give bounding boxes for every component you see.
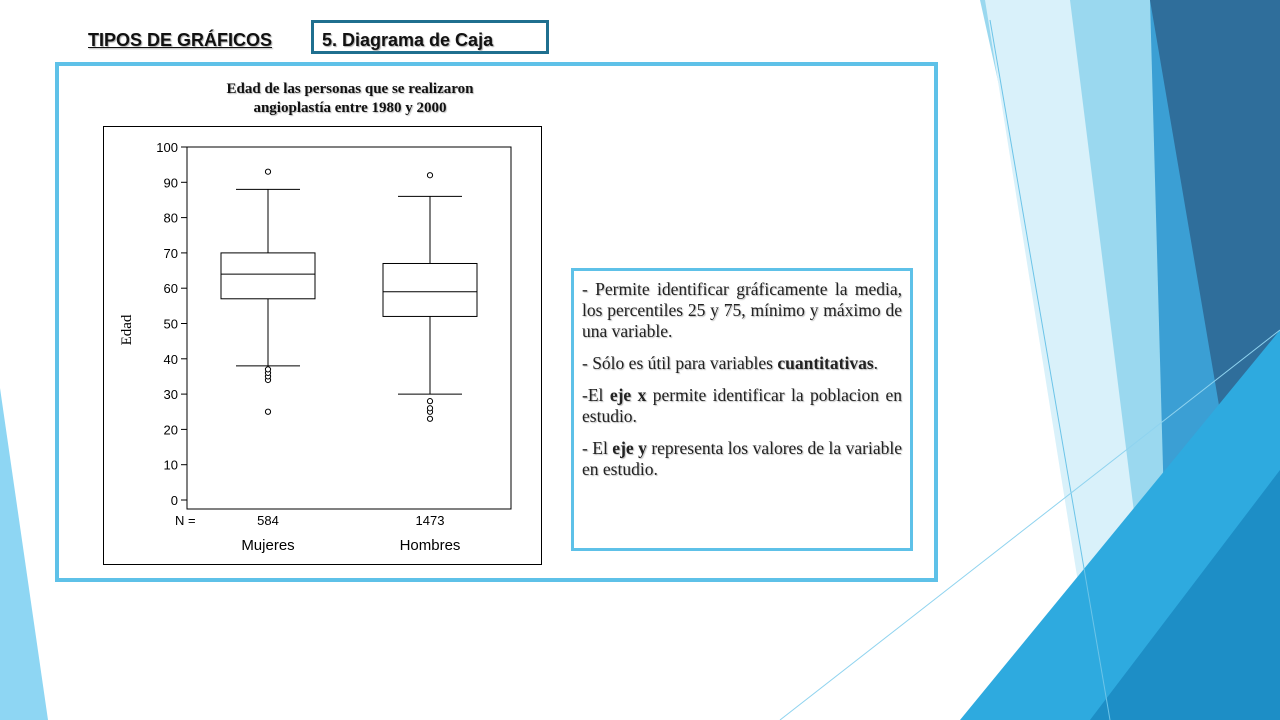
y-tick-label: 40 bbox=[163, 351, 178, 367]
box-iqr bbox=[383, 263, 477, 316]
left-accent-shape bbox=[0, 388, 48, 720]
info-paragraph-3 bbox=[582, 385, 902, 427]
info-text: representa los valores de la variable en estudio. bbox=[582, 438, 902, 479]
y-tick-label: 80 bbox=[163, 210, 178, 226]
y-axis-label: Edad bbox=[119, 314, 135, 346]
category-label: Hombres bbox=[399, 537, 461, 554]
y-tick-label: 60 bbox=[163, 281, 178, 297]
info-paragraph-1: - Permite identificar gráficamente la media, los percentiles 25 y 75, mínimo y máximo de una variable. bbox=[582, 279, 902, 341]
info-bold-text: cuantitativas bbox=[777, 353, 874, 373]
y-tick-label: 70 bbox=[163, 245, 178, 261]
chart-outer-border bbox=[104, 127, 542, 565]
chart-title-line-2: angioplastía entre 1980 y 2000 bbox=[253, 100, 447, 116]
outlier-point bbox=[265, 169, 270, 174]
info-text: - Sólo es útil para variables bbox=[582, 353, 778, 373]
y-tick-label: 50 bbox=[163, 316, 178, 332]
n-count-label: 584 bbox=[257, 513, 279, 528]
y-tick-label: 0 bbox=[170, 493, 178, 508]
section-label: 5. Diagrama de Caja bbox=[311, 20, 549, 54]
info-text: -El bbox=[582, 385, 610, 405]
box-iqr bbox=[221, 253, 315, 299]
info-paragraph-2 bbox=[582, 353, 902, 374]
slide-title: TIPOS DE GRÁFICOS bbox=[88, 30, 273, 50]
info-bold-text: eje y bbox=[612, 438, 647, 458]
y-tick-label: 100 bbox=[156, 140, 178, 155]
chart-title-line-1: Edad de las personas que se realizaron bbox=[226, 81, 474, 97]
outlier-point bbox=[427, 399, 432, 404]
y-tick-label: 20 bbox=[163, 422, 178, 438]
outlier-point bbox=[427, 406, 432, 411]
info-paragraph-4 bbox=[582, 438, 902, 480]
info-box bbox=[571, 268, 913, 551]
outlier-point bbox=[265, 409, 270, 414]
info-text: permite identificar la poblacion en estudio. bbox=[582, 385, 902, 426]
y-tick-label: 30 bbox=[163, 387, 178, 403]
chart-title bbox=[150, 80, 550, 118]
category-label: Mujeres bbox=[241, 537, 295, 554]
info-text: . bbox=[873, 353, 878, 373]
outlier-point bbox=[427, 173, 432, 178]
y-tick-label: 90 bbox=[163, 175, 178, 191]
n-prefix-label: N = bbox=[175, 513, 196, 528]
box-plot-chart bbox=[103, 126, 542, 565]
outlier-point bbox=[265, 367, 270, 372]
y-tick-label: 10 bbox=[163, 457, 178, 473]
outlier-point bbox=[427, 416, 432, 421]
info-text: - El bbox=[582, 438, 613, 458]
info-bold-text: eje x bbox=[609, 385, 647, 405]
n-count-label: 1473 bbox=[415, 513, 445, 528]
